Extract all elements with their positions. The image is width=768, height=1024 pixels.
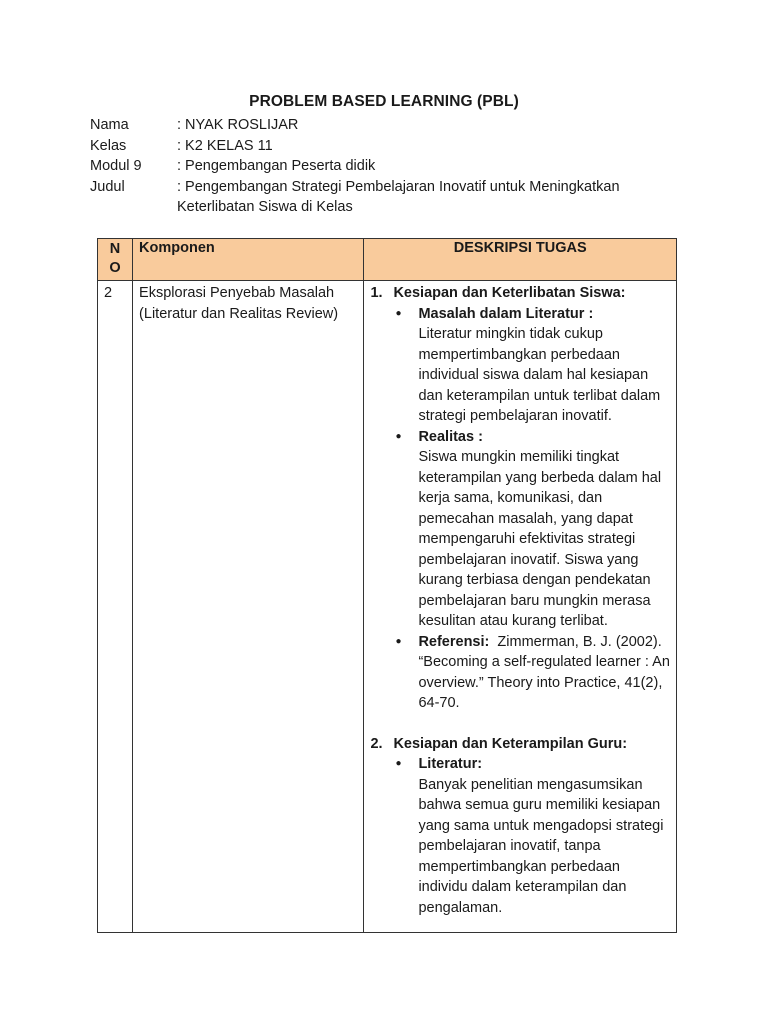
header-komponen: Komponen — [133, 239, 364, 281]
info-label: Kelas — [90, 137, 127, 154]
info-label: Nama — [90, 117, 129, 133]
info-row-kelas — [90, 136, 690, 157]
list-item — [370, 754, 670, 918]
bullet-icon: ● — [395, 430, 402, 442]
task-table — [97, 238, 677, 933]
list-item-body — [418, 427, 670, 632]
list-item-body — [418, 754, 670, 918]
info-label: Modul 9 — [90, 158, 142, 174]
list-item — [370, 427, 670, 632]
list-item — [370, 632, 670, 714]
reference-text: Zimmerman, B. J. (2002). “Becoming a self-regulated learner : An overview.” Theory into Practice, 41(2), 64-70. — [418, 633, 670, 711]
info-row-nama — [90, 115, 690, 136]
section-number: 1. — [370, 285, 383, 301]
page-title: PROBLEM BASED LEARNING (PBL) — [249, 93, 519, 110]
table-header-row — [98, 239, 677, 281]
list-item-body — [418, 304, 670, 427]
list-item-heading: Masalah dalam Literatur : — [418, 305, 594, 322]
info-row-judul — [90, 177, 690, 218]
bullet-icon: ● — [395, 307, 402, 319]
section-heading — [370, 734, 670, 755]
info-value: : Pengembangan Strategi Pembelajaran Inovatif untuk Meningkatkan Keterlibatan Siswa di Kelas — [177, 178, 620, 215]
section-heading — [370, 283, 670, 304]
section-number: 2. — [370, 735, 383, 752]
list-item-body — [418, 632, 670, 714]
section-2 — [370, 734, 670, 919]
table-row — [98, 281, 677, 933]
cell-komponen: Eksplorasi Penyebab Masalah (Literatur dan Realitas Review) — [133, 281, 364, 933]
info-block — [90, 115, 690, 218]
bullet-icon: ● — [395, 635, 402, 647]
info-value: : NYAK ROSLIJAR — [177, 117, 299, 133]
cell-deskripsi — [364, 281, 677, 933]
section-title: Kesiapan dan Keterlibatan Siswa: — [393, 285, 626, 301]
header-no — [98, 239, 133, 281]
cell-no: 2 — [98, 281, 133, 933]
bullet-icon: ● — [395, 758, 402, 769]
info-value: : Pengembangan Peserta didik — [177, 158, 376, 174]
section-1 — [370, 283, 670, 714]
header-deskripsi: DESKRIPSI TUGAS — [364, 239, 677, 281]
list-item — [370, 304, 670, 427]
list-item-heading: Realitas : — [418, 428, 483, 445]
list-item-heading: Literatur: — [418, 756, 483, 772]
list-item-text: Banyak penelitian mengasumsikan bahwa semua guru memiliki kesiapan yang sama untuk mengadopsi strategi pembelajaran inovatif, tanpa mempertimbangkan perbedaan individu dalam keterampilan dan pengalaman. — [418, 776, 664, 916]
list-item-text: Siswa mungkin memiliki tingkat keterampilan yang berbeda dalam hal kerja sama, komunikasi, dan pemecahan masalah, yang dapat mempengaruhi efektivitas strategi pembelajaran inovatif. Siswa yang kurang terbiasa dengan pendekatan pembelajaran baru mungkin merasa kesulitan atau kurang terlibat. — [418, 449, 662, 629]
section-title: Kesiapan dan Keterampilan Guru: — [393, 735, 628, 752]
info-value: : K2 KELAS 11 — [177, 137, 273, 154]
list-item-text: Literatur mingkin tidak cukup mempertimbangkan perbedaan individual siswa dalam hal kesiapan dan keterampilan untuk terlibat dalam strategi pembelajaran inovatif. — [418, 326, 661, 424]
header-no-label: N O — [109, 241, 121, 276]
info-row-modul — [90, 156, 690, 177]
reference-label: Referensi: — [418, 633, 490, 650]
info-label: Judul — [90, 178, 125, 195]
